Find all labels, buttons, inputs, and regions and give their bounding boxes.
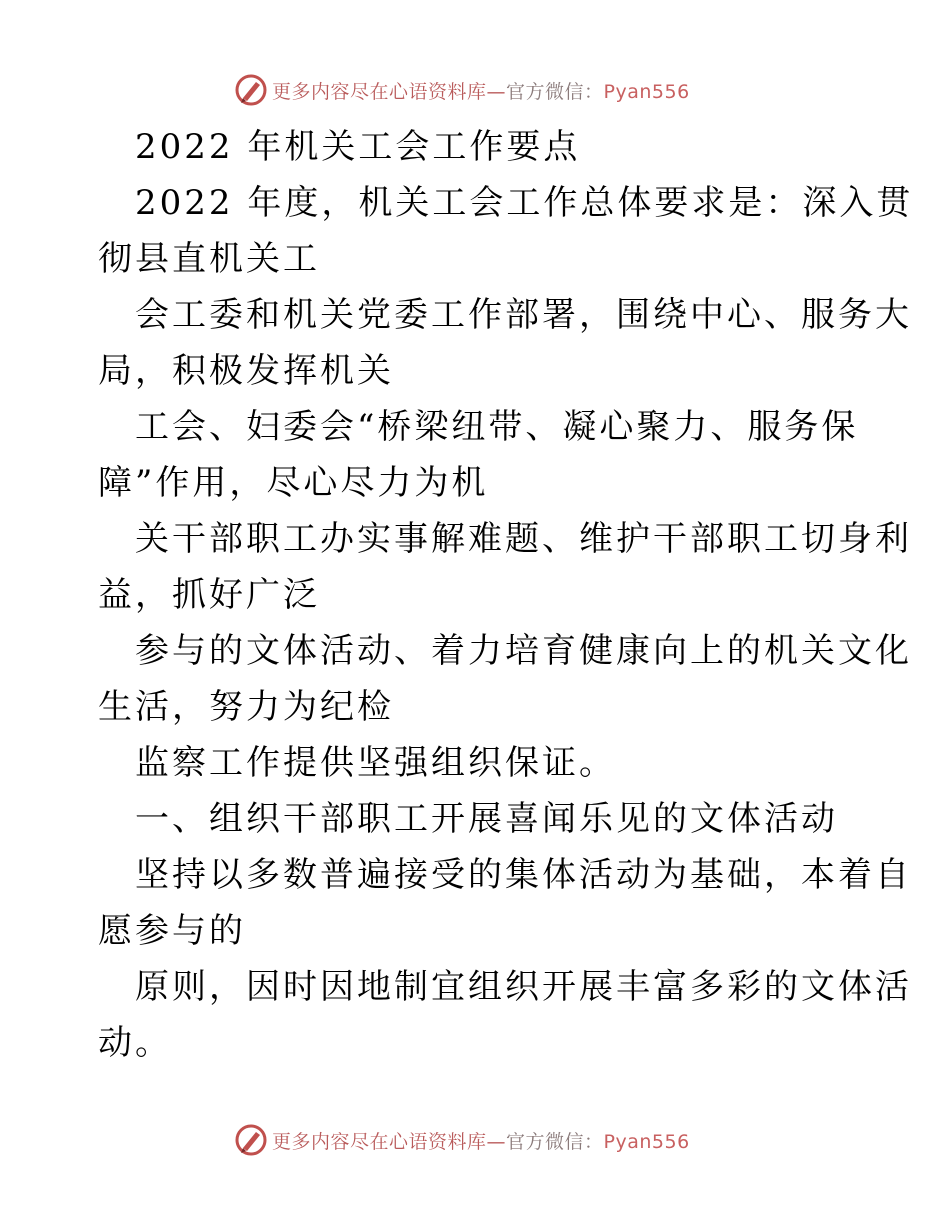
header-promo-text: 更多内容尽在心语资料库: [272, 80, 487, 103]
paragraph-line: 益，抓好广泛: [98, 575, 320, 615]
section-heading: 一、组织干部职工开展喜闻乐见的文体活动: [135, 799, 838, 839]
header-official-label: 官方微信：: [506, 80, 604, 103]
paragraph-line: 坚持以多数普遍接受的集体活动为基础，本着自: [135, 855, 912, 895]
footer-banner-text: [272, 1127, 690, 1154]
paragraph-line: 工会、妇委会“桥梁纽带、凝心聚力、服务保: [135, 407, 859, 447]
paragraph-line: 监察工作提供坚强组织保证。: [135, 743, 616, 783]
pen-logo-icon: [234, 1123, 268, 1157]
paragraph-line: 关干部职工办实事解难题、维护干部职工切身利: [135, 519, 912, 559]
paragraph-line: 参与的文体活动、着力培育健康向上的机关文化: [135, 631, 912, 671]
paragraph-line: 障”作用，尽心尽力为机: [98, 463, 489, 503]
paragraph-line: 彻县直机关工: [98, 239, 320, 279]
footer-dash: —: [486, 1130, 507, 1153]
paragraph-line: 会工委和机关党委工作部署，围绕中心、服务大: [135, 295, 912, 335]
document-body: [98, 119, 914, 1071]
paragraph-line: 局，积极发挥机关: [98, 351, 394, 391]
paragraph-line: 2022 年度，机关工会工作总体要求是：深入贯: [135, 183, 914, 223]
footer-official-label: 官方微信：: [506, 1130, 604, 1153]
header-dash: —: [486, 80, 507, 103]
header-banner-text: [272, 77, 690, 104]
paragraph-line: 愿参与的: [98, 911, 246, 951]
document-title: 2022 年机关工会工作要点: [135, 127, 581, 167]
footer-wechat-handle: Pyan556: [603, 1130, 690, 1153]
pen-logo-icon: [234, 73, 268, 107]
header-watermark-banner: [234, 70, 734, 110]
paragraph-line: 动。: [98, 1023, 172, 1063]
paragraph-line: 原则，因时因地制宜组织开展丰富多彩的文体活: [135, 967, 912, 1007]
header-wechat-handle: Pyan556: [603, 80, 690, 103]
footer-watermark-banner: [234, 1120, 734, 1160]
paragraph-line: 生活，努力为纪检: [98, 687, 394, 727]
footer-promo-text: 更多内容尽在心语资料库: [272, 1130, 487, 1153]
